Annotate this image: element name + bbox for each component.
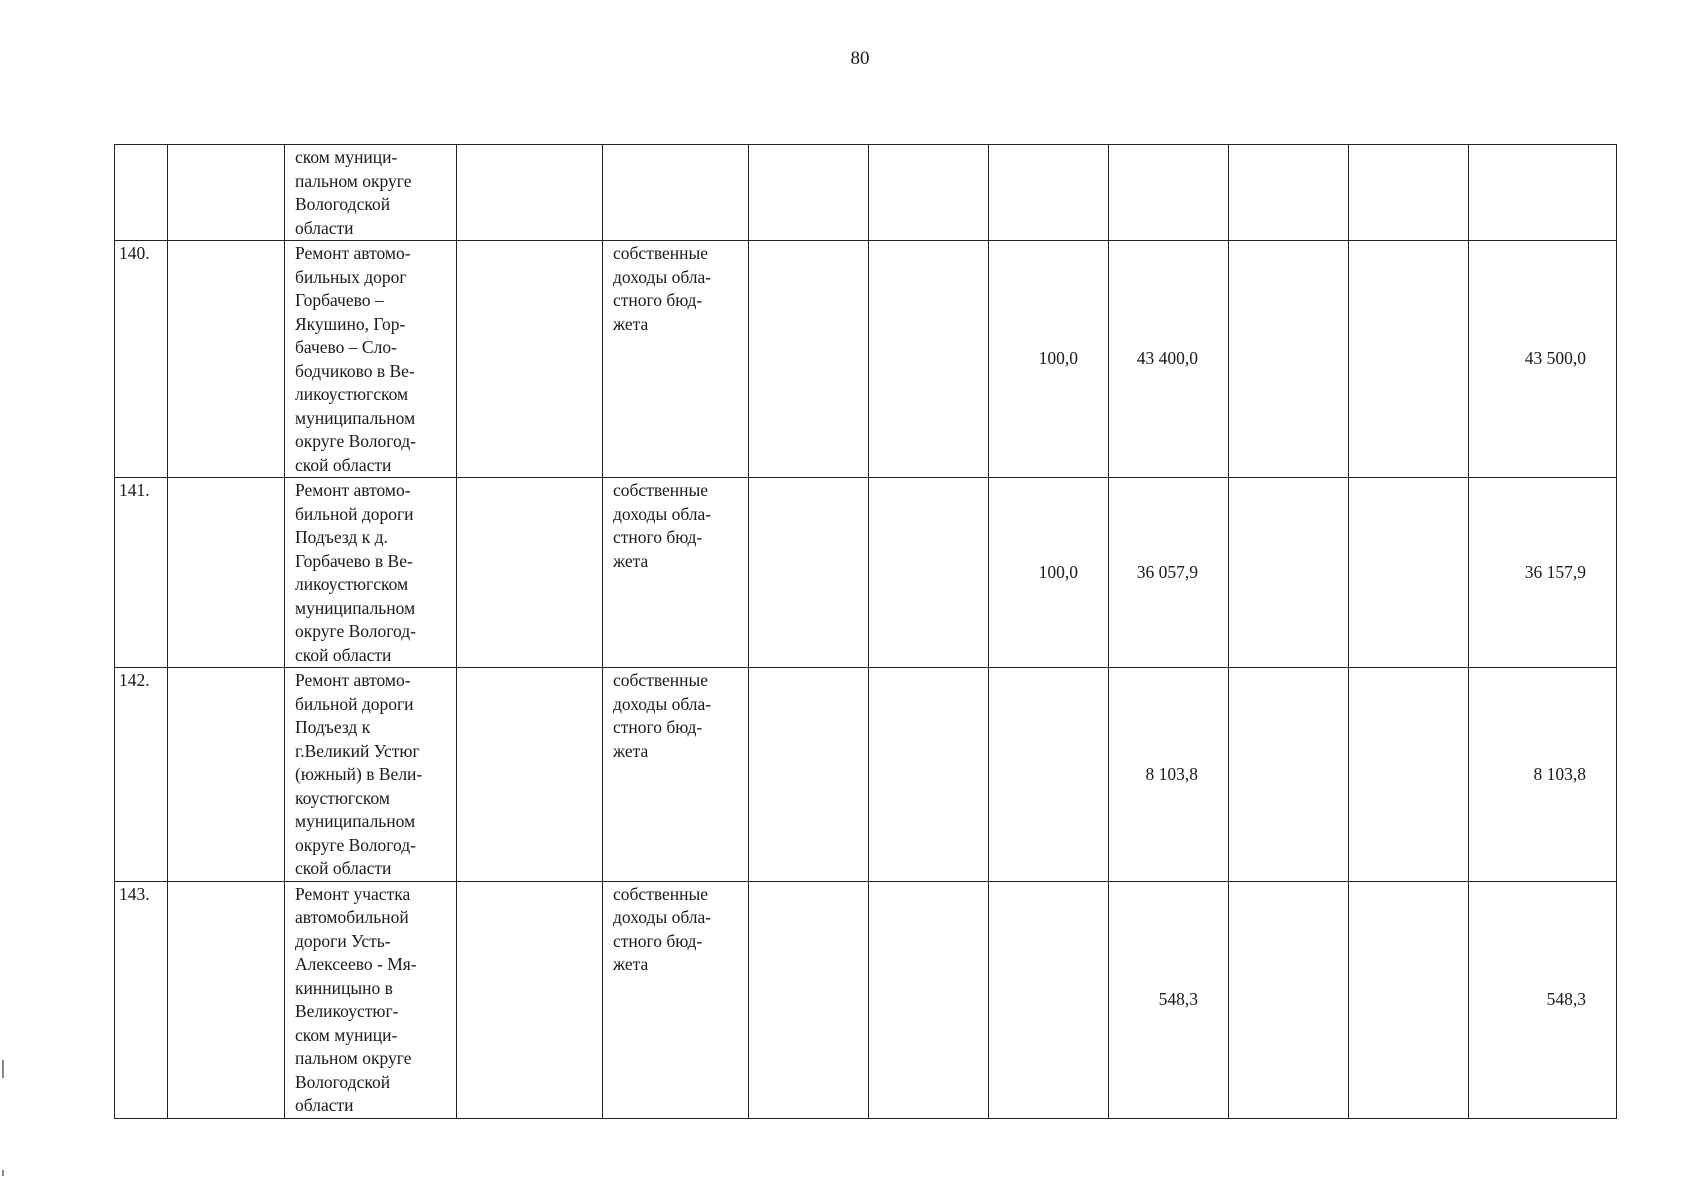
value-cell-2: 8 103,8 [1109, 668, 1229, 882]
total-cell: 8 103,8 [1469, 668, 1617, 882]
value-cell-1 [989, 881, 1109, 1118]
empty-cell [1349, 881, 1469, 1118]
value-cell-2: 43 400,0 [1109, 241, 1229, 478]
table-row [115, 881, 1617, 1118]
value-cell-1: 100,0 [989, 241, 1109, 478]
empty-cell [1349, 145, 1469, 241]
value-cell-1 [989, 145, 1109, 241]
total-cell: 36 157,9 [1469, 478, 1617, 668]
funding-source-cell: собственные доходы обла- стного бюд- жета [603, 241, 749, 478]
empty-cell [457, 668, 603, 882]
empty-cell [749, 145, 869, 241]
empty-cell [168, 881, 285, 1118]
value-cell-3 [1229, 478, 1349, 668]
object-name-cell: Ремонт автомо- бильной дороги Подъезд к д. Горбачево в Ве- ликоустюгском муниципальном округе Вологод- ской области [285, 478, 457, 668]
object-name-cell: Ремонт автомо- бильных дорог Горбачево – Якушино, Гор- бачево – Сло- бодчиково в Ве- ликоустюгском муниципальном округе Вологод- ской области [285, 241, 457, 478]
funding-source-cell: собственные доходы обла- стного бюд- жета [603, 881, 749, 1118]
object-name-cell: Ремонт автомо- бильной дороги Подъезд к г.Великий Устюг (южный) в Вели- коустюгском муниципальном округе Вологод- ской области [285, 668, 457, 882]
empty-cell [168, 478, 285, 668]
value-cell-2: 36 057,9 [1109, 478, 1229, 668]
empty-cell [749, 241, 869, 478]
row-number-cell [115, 145, 168, 241]
empty-cell [749, 478, 869, 668]
funding-source-cell: собственные доходы обла- стного бюд- жета [603, 478, 749, 668]
value-cell-2 [1109, 145, 1229, 241]
empty-cell [1349, 241, 1469, 478]
row-number-cell: 142. [115, 668, 168, 882]
scan-artifact [2, 1170, 4, 1176]
funding-source-cell: собственные доходы обла- стного бюд- жета [603, 668, 749, 882]
empty-cell [869, 241, 989, 478]
empty-cell [168, 241, 285, 478]
empty-cell [457, 478, 603, 668]
empty-cell [1349, 668, 1469, 882]
page-number: 80 [850, 48, 870, 69]
value-cell-3 [1229, 145, 1349, 241]
budget-table [114, 144, 1617, 1119]
empty-cell [168, 668, 285, 882]
empty-cell [1349, 478, 1469, 668]
empty-cell [869, 145, 989, 241]
table-row [115, 241, 1617, 478]
value-cell-1: 100,0 [989, 478, 1109, 668]
value-cell-1 [989, 668, 1109, 882]
scan-artifact [2, 1060, 4, 1078]
object-name-cell: ском муници- пальном округе Вологодской области [285, 145, 457, 241]
table-row [115, 145, 1617, 241]
total-cell: 43 500,0 [1469, 241, 1617, 478]
total-cell [1469, 145, 1617, 241]
value-cell-2: 548,3 [1109, 881, 1229, 1118]
empty-cell [869, 668, 989, 882]
value-cell-3 [1229, 668, 1349, 882]
total-cell: 548,3 [1469, 881, 1617, 1118]
value-cell-3 [1229, 881, 1349, 1118]
funding-source-cell [603, 145, 749, 241]
object-name-cell: Ремонт участка автомобильной дороги Усть- Алексеево - Мя- кинницыно в Великоустюг- ском муници- пальном округе Вологодской области [285, 881, 457, 1118]
empty-cell [457, 145, 603, 241]
empty-cell [749, 881, 869, 1118]
empty-cell [457, 881, 603, 1118]
empty-cell [869, 478, 989, 668]
empty-cell [749, 668, 869, 882]
row-number-cell: 141. [115, 478, 168, 668]
table-row [115, 668, 1617, 882]
empty-cell [457, 241, 603, 478]
row-number-cell: 143. [115, 881, 168, 1118]
empty-cell [168, 145, 285, 241]
empty-cell [869, 881, 989, 1118]
table-row [115, 478, 1617, 668]
value-cell-3 [1229, 241, 1349, 478]
row-number-cell: 140. [115, 241, 168, 478]
